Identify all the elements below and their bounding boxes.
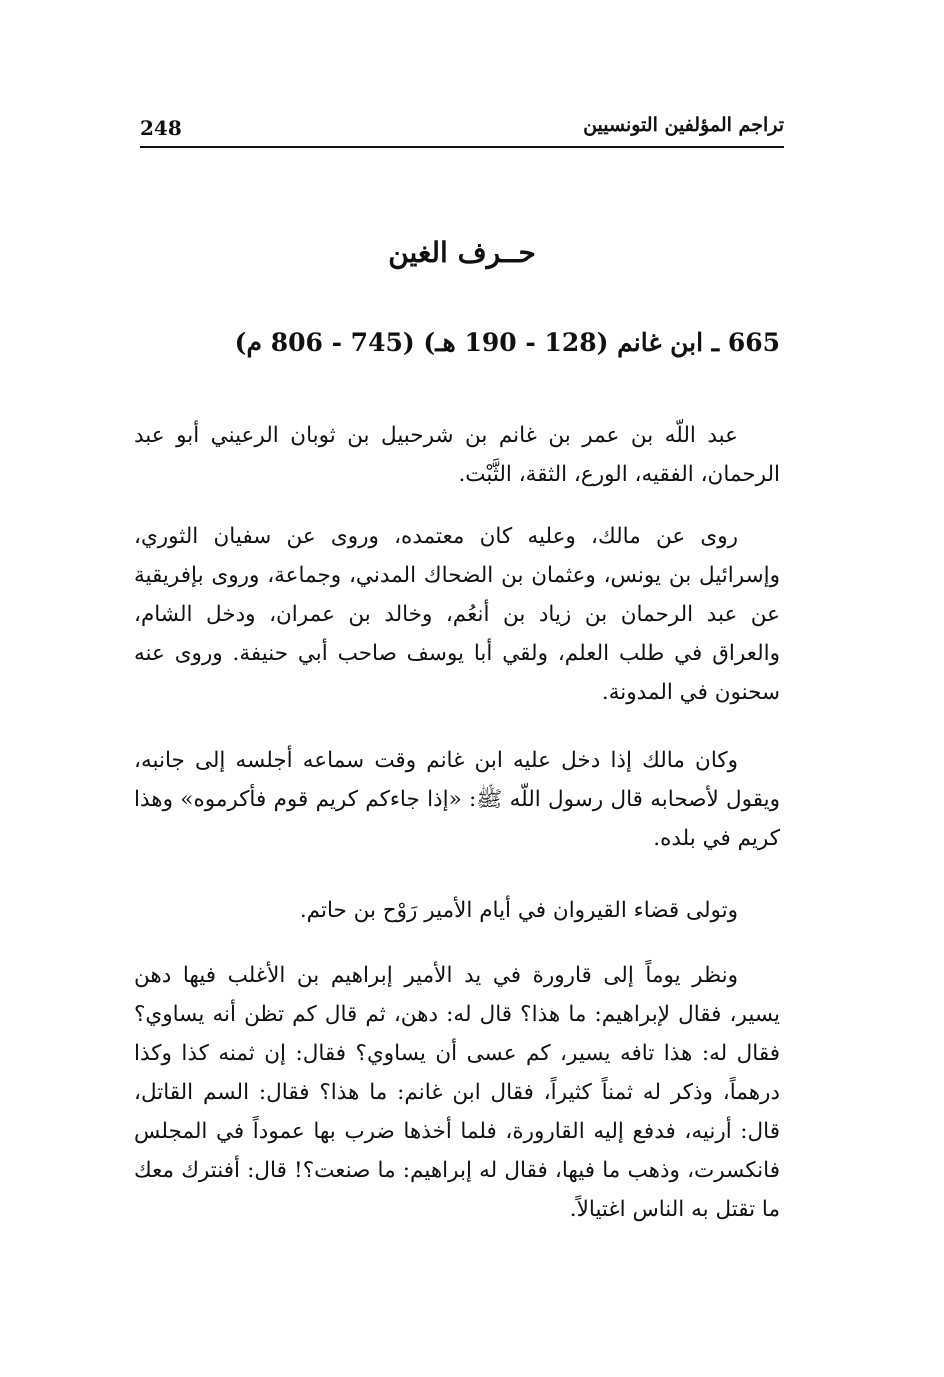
running-header <box>140 112 784 148</box>
entry-heading: 665 ـ ابن غانم (128 - 190 هـ) (745 - 806 م) <box>234 328 780 357</box>
biography-paragraph <box>134 416 780 494</box>
paragraph-text: وتولى قضاء القيروان في أيام الأمير رَوْح بن حاتم. <box>299 898 738 923</box>
biography-paragraph <box>134 517 780 712</box>
book-title: تراجم المؤلفين التونسيين <box>583 114 784 136</box>
paragraph-text: ونظر يوماً إلى قارورة في يد الأمير إبراهيم بن الأغلب فيها دهن يسير، فقال لإبراهيم: ما هذا؟ قال له: دهن، ثم قال كم تظن أنه يساوي؟ فقال له: هذا تافه يسير، كم عسى أن يساوي؟ فقال: إن ثمنه كذا وكذا درهماً، وذكر له ثمناً كثيراً، فقال ابن غانم: ما هذا؟ فقال: السم القاتل، قال: أرنيه، فدفع إليه القارورة، فلما أخذها ضرب بها عموداً في المجلس فانكسرت، وذهب ما فيها، فقال له إبراهيم: ما صنعت؟! قال: أفنترك معك ما تقتل به الناس اغتيالاً. <box>134 963 780 1222</box>
paragraph-text: وكان مالك إذا دخل عليه ابن غانم وقت سماعه أجلسه إلى جانبه، ويقول لأصحابه قال رسول اللّه ﷺ: «إذا جاءكم كريم قوم فأكرموه» وهذا كريم في بلده. <box>134 748 780 851</box>
paragraph-text: روى عن مالك، وعليه كان معتمده، وروى عن سفيان الثوري، وإسرائيل بن يونس، وعثمان بن الضحاك المدني، وجماعة، وروى بإفريقية عن عبد الرحمان بن زياد بن أنعُم، وخالد بن عمران، ودخل الشام، والعراق في طلب العلم، ولقي أبا يوسف صاحب أبي حنيفة. وروى عنه سحنون في المدونة. <box>134 524 781 705</box>
section-heading: حــرف الغين <box>388 236 536 269</box>
biography-paragraph <box>134 891 780 930</box>
biography-paragraph <box>134 956 780 1229</box>
biography-paragraph <box>134 741 780 858</box>
paragraph-text: عبد اللّه بن عمر بن غانم بن شرحبيل بن ثوبان الرعيني أبو عبد الرحمان، الفقيه، الورع، الثقة، الثَّبْت. <box>134 423 780 487</box>
page-number: 248 <box>140 116 182 140</box>
